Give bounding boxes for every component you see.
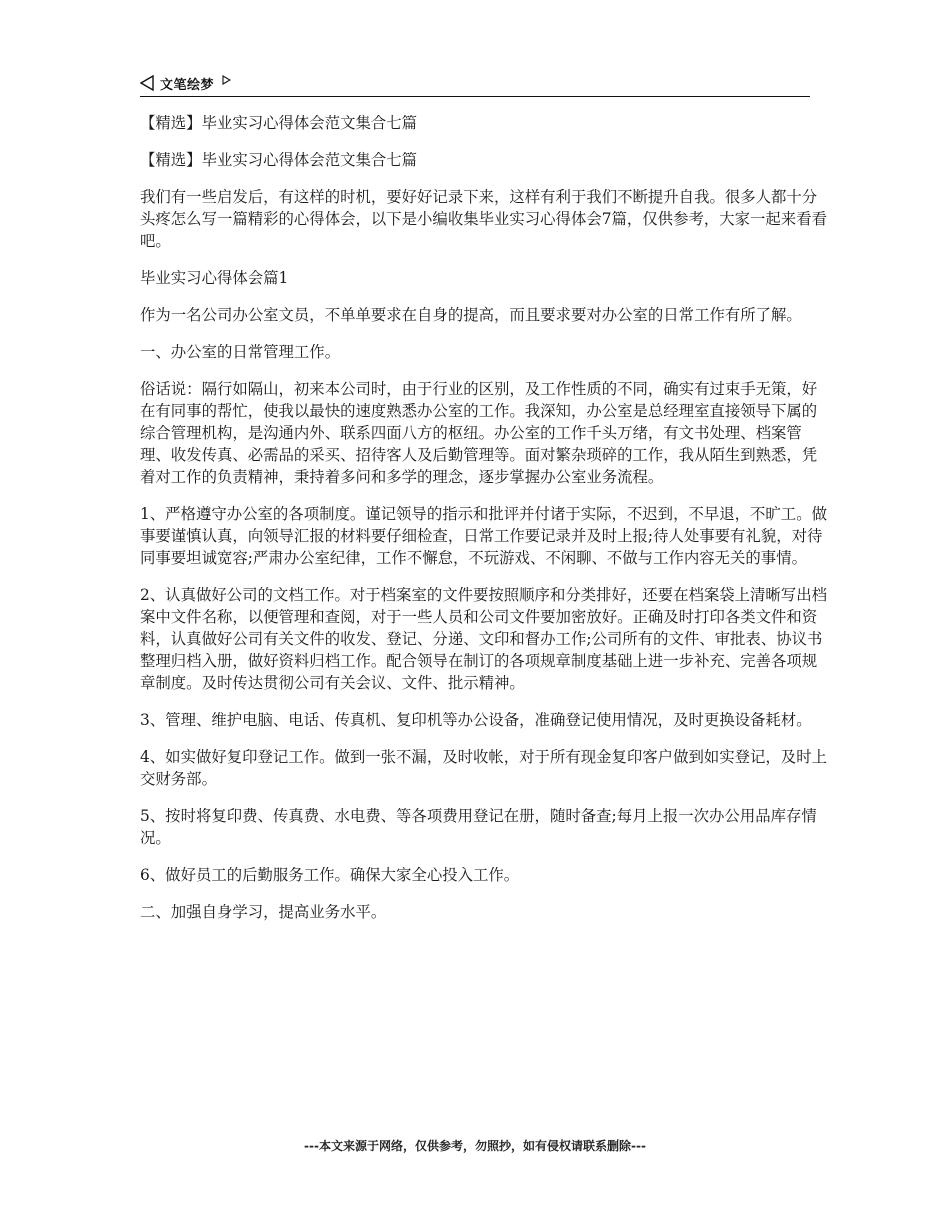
- subsection-heading: 二、加强自身学习，提高业务水平。: [140, 903, 387, 921]
- document-title: 【精选】毕业实习心得体会范文集合七篇: [140, 114, 418, 132]
- triangle-right-icon: [222, 75, 231, 85]
- footer-notice: ---本文来源于网络，仅供参考，勿照抄，如有侵权请联系删除---: [304, 1139, 646, 1153]
- document-body: [140, 112, 830, 938]
- page-header: [140, 70, 810, 97]
- subsection-heading: 一、办公室的日常管理工作。: [140, 343, 341, 361]
- document-subtitle: 【精选】毕业实习心得体会范文集合七篇: [140, 151, 418, 169]
- list-item: 2、认真做好公司的文档工作。对于档案室的文件要按照顺序和分类排好，还要在档案袋上清晰写出档案中文件名称，以便管理和查阅，对于一些人员和公司文件要加密放好。正确及时打印各类文件和资料，认真做好公司有关文件的收发、登记、分递、文印和督办工作;公司所有的文件、审批表、协议书整理归档入册，做好资料归档工作。配合领导在制订的各项规章制度基础上进一步补充、完善各项规章制度。及时传达贯彻公司有关会议、文件、批示精神。: [140, 586, 827, 692]
- body-paragraph: 俗话说：隔行如隔山，初来本公司时，由于行业的区别，及工作性质的不同，确实有过束手无策，好在有同事的帮忙，使我以最快的速度熟悉办公室的工作。我深知，办公室是总经理室直接领导下属的综合管理机构，是沟通内外、联系四面八方的枢纽。办公室的工作千头万绪，有文书处理、档案管理、收发传真、必需品的采买、招待客人及后勤管理等。面对繁杂琐碎的工作，我从陌生到熟悉，凭着对工作的负责精神，秉持着多问和多学的理念，逐步掌握办公室业务流程。: [140, 380, 818, 486]
- intro-paragraph: 我们有一些启发后，有这样的时机，要好好记录下来，这样有利于我们不断提升自我。很多人都十分头疼怎么写一篇精彩的心得体会，以下是小编收集毕业实习心得体会7篇，仅供参考，大家一起来看看吧。: [140, 188, 827, 250]
- section-heading: 毕业实习心得体会篇1: [140, 269, 289, 287]
- list-item: 5、按时将复印费、传真费、水电费、等各项费用登记在册，随时备查;每月上报一次办公用品库存情况。: [140, 807, 817, 847]
- list-item: 3、管理、维护电脑、电话、传真机、复印机等办公设备，准确登记使用情况，及时更换设备耗材。: [140, 711, 812, 729]
- list-item: 4、如实做好复印登记工作。做到一张不漏，及时收帐，对于所有现金复印客户做到如实登记，及时上交财务部。: [140, 748, 827, 788]
- body-paragraph: 作为一名公司办公室文员，不单单要求在自身的提高，而且要求要对办公室的日常工作有所了解。: [140, 306, 802, 324]
- brand-name: 文笔绘梦: [160, 77, 215, 93]
- list-item: 1、严格遵守办公室的各项制度。谨记领导的指示和批评并付诸于实际，不迟到，不早退，不旷工。做事要谨慎认真，向领导汇报的材料要仔细检查，日常工作要记录并及时上报;待人处事要有礼貌，对待同事要坦诚宽容;严肃办公室纪律，工作不懈怠，不玩游戏、不闲聊、不做与工作内容无关的事情。: [140, 505, 827, 567]
- list-item: 6、做好员工的后勤服务工作。确保大家全心投入工作。: [140, 866, 520, 884]
- triangle-left-icon: [140, 75, 154, 91]
